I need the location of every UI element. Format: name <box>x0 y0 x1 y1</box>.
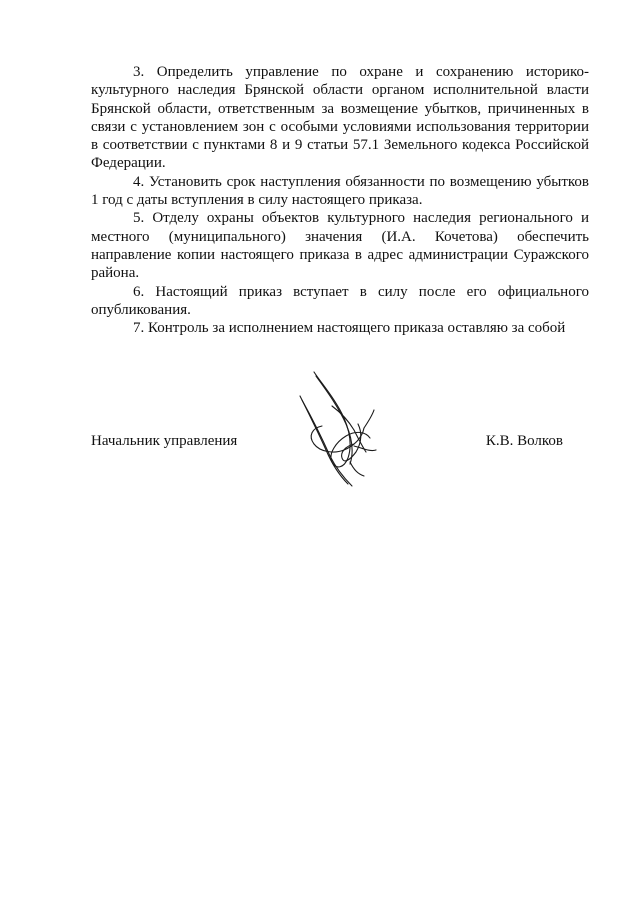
signature-block <box>91 432 589 452</box>
paragraph-7: 7. Контроль за исполнением настоящего приказа оставляю за собой <box>133 320 566 337</box>
paragraph-4: 4. Установить срок наступления обязанности по возмещению убытков 1 год с даты вступления в силу настоящего приказа. <box>91 173 589 209</box>
paragraph-3: 3. Определить управление по охране и сохранению историко-культурного наследия Брянской области органом исполнительной власти Брянской области, ответственным за возмещение убытков, причиненных в связи с установлением зон с особыми условиями использования территории в соответствии с пунктами 8 и 9 статьи 57.1 Земельного кодекса Российской Федерации. <box>91 64 589 172</box>
document-body <box>91 63 589 337</box>
paragraph-6: 6. Настоящий приказ вступает в силу после его официального опубликования. <box>91 283 589 318</box>
paragraph-5: 5. Отделу охраны объектов культурного наследия регионального и местного (муниципального) значения (И.А. Кочетова) обеспечить направление копии настоящего приказа в адрес администрации Суражского района. <box>91 210 589 282</box>
signer-position: Начальник управления <box>91 433 238 449</box>
handwritten-signature-icon <box>292 366 388 492</box>
signer-name: К.В. Волков <box>485 433 563 449</box>
